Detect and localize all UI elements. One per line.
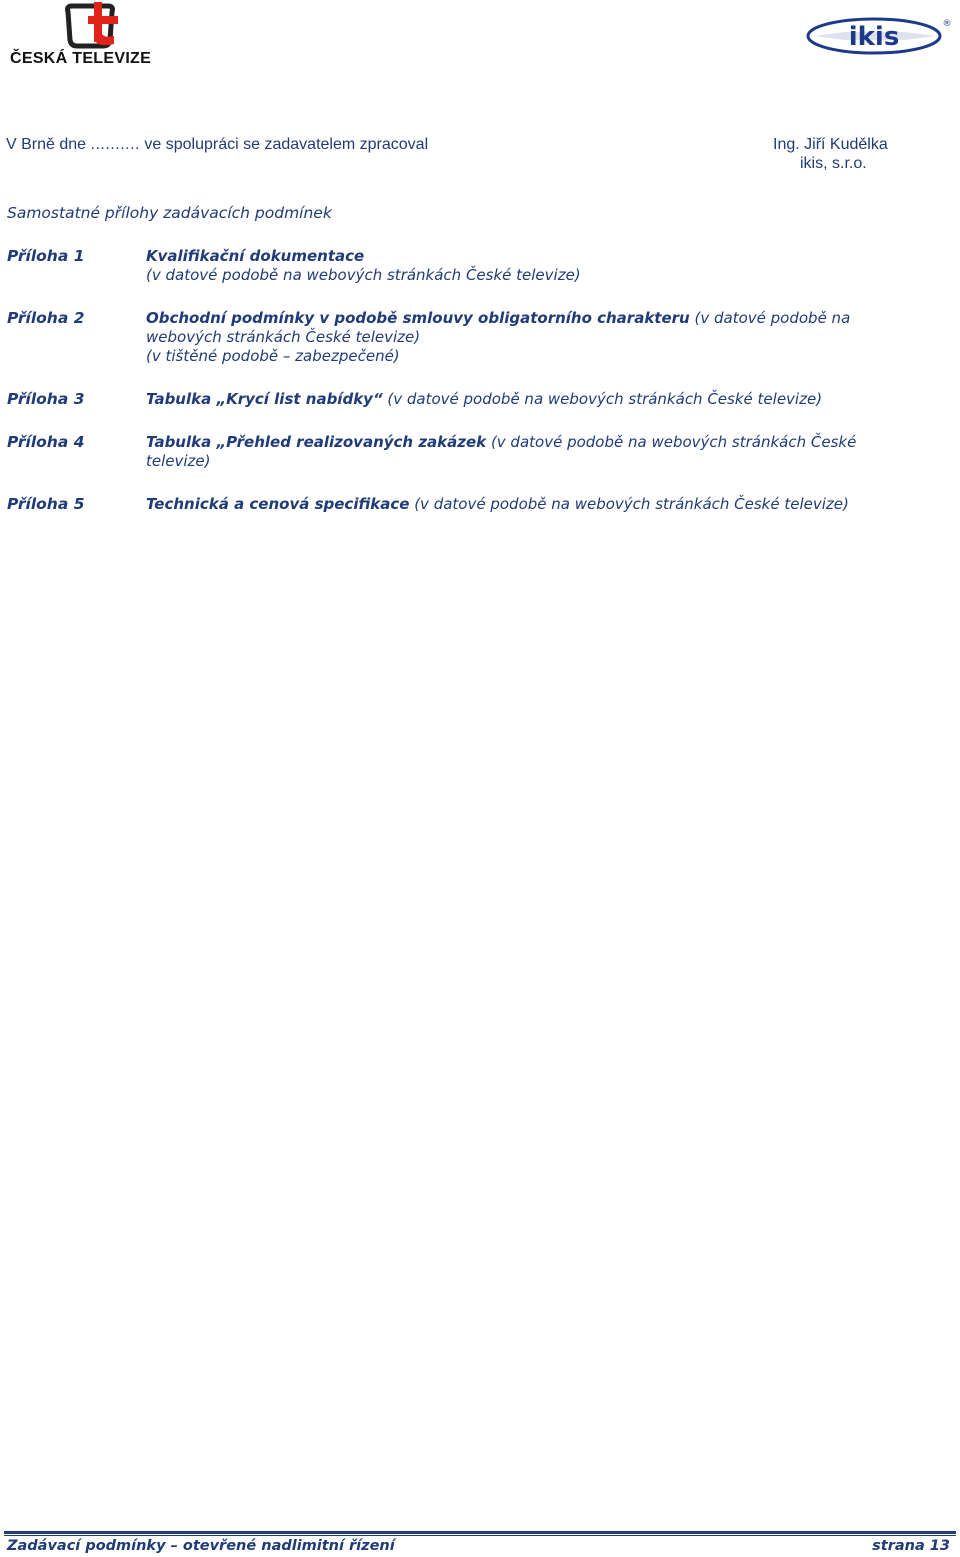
- attachment-label-2: Příloha 2: [7, 309, 85, 327]
- attachment-body-2: [146, 309, 906, 366]
- attachment-label-3: Příloha 3: [7, 390, 85, 408]
- attachment-desc-5: (v datové podobě na webových stránkách České televize): [409, 495, 849, 513]
- attachment-title-1: Kvalifikační dokumentace: [146, 247, 365, 265]
- footer-divider: [4, 1531, 956, 1534]
- attachment-label-5: Příloha 5: [7, 495, 85, 513]
- registered-mark: ®: [942, 19, 952, 29]
- author-name: Ing. Jiří Kudělka: [773, 136, 888, 153]
- attachment-desc-3: (v datové podobě na webových stránkách České televize): [382, 390, 823, 408]
- intro-line: [6, 136, 428, 154]
- attachment-label-4: Příloha 4: [7, 433, 85, 451]
- attachment-body-3: [146, 390, 906, 409]
- attachment-body-1: [146, 247, 906, 285]
- section-title: Samostatné přílohy zadávacích podmínek: [7, 204, 332, 222]
- attachment-title-2: Obchodní podmínky v podobě smlouvy obligatorního charakteru: [146, 309, 690, 327]
- attachment-label-1: Příloha 1: [7, 247, 85, 265]
- footer-document-title: Zadávací podmínky – otevřené nadlimitní řízení: [7, 1538, 395, 1554]
- date-placeholder: ..........: [90, 136, 140, 153]
- ct-logo-text: ČESKÁ TELEVIZE: [10, 50, 152, 67]
- attachment-desc-2: (v datové podobě na webových stránkách České televize): [146, 309, 851, 346]
- footer-page-number: strana 13: [872, 1538, 950, 1554]
- ikis-logo: [804, 14, 954, 58]
- intro-prefix: V Brně dne: [6, 136, 87, 153]
- attachment-body-5: [146, 495, 906, 514]
- author-company: ikis, s.r.o.: [800, 155, 867, 172]
- attachment-desc-4: (v datové podobě na webových stránkách České televize): [146, 433, 857, 470]
- attachment-body-4: [146, 433, 906, 471]
- ikis-logo-text: ikis: [848, 22, 900, 52]
- attachment-desc-2b: (v tištěné podobě – zabezpečené): [146, 347, 400, 365]
- footer-divider-thin: [4, 1535, 956, 1536]
- attachment-desc-1: (v datové podobě na webových stránkách České televize): [146, 266, 581, 284]
- attachment-title-3: Tabulka „Krycí list nabídky“: [146, 390, 383, 408]
- intro-suffix: ve spolupráci se zadavatelem zpracoval: [139, 136, 429, 153]
- tv-logo-icon: [62, 0, 132, 52]
- ceska-televize-logo: [6, 0, 176, 72]
- attachment-title-5: Technická a cenová specifikace: [146, 495, 410, 513]
- attachment-title-4: Tabulka „Přehled realizovaných zakázek: [146, 433, 487, 451]
